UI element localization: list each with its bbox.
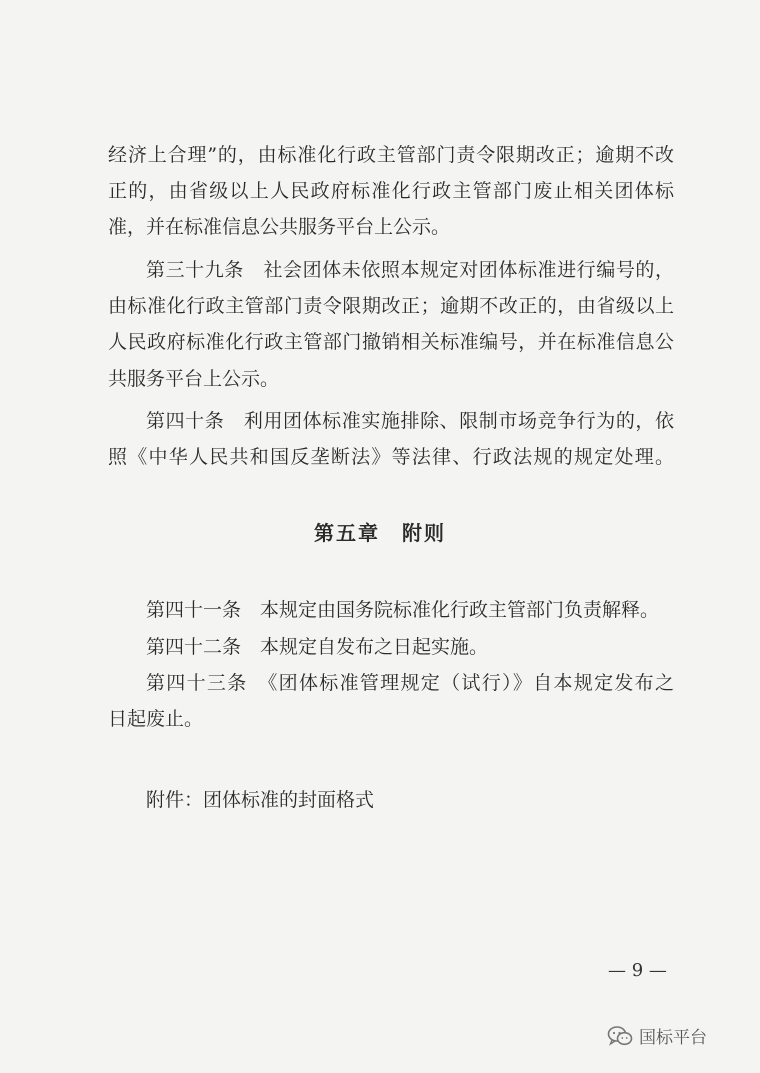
- wechat-icon: [607, 1025, 633, 1047]
- text-line: 由标准化行政主管部门责令限期改正；逾期不改正的，由省级以上: [108, 295, 674, 317]
- text-line: 共服务平台上公示。: [108, 368, 280, 390]
- text-line: 人民政府标准化行政主管部门撤销相关标准编号，并在标准信息公: [108, 331, 674, 353]
- text-line: 准，并在标准信息公共服务平台上公示。: [108, 216, 451, 238]
- text-line: 第四十三条 《团体标准管理规定（试行）》自本规定发布之: [146, 672, 674, 694]
- page-number: — 9 —: [608, 960, 667, 981]
- text-line: 第四十二条 本规定自发布之日起实施。: [146, 636, 489, 658]
- watermark: [607, 1023, 707, 1048]
- watermark-label: 国标平台: [639, 1028, 707, 1048]
- text-line: 第三十九条 社会团体未依照本规定对团体标准进行编号的，: [146, 259, 674, 281]
- attachment-note: 附件：团体标准的封面格式: [146, 789, 375, 811]
- text-line: 第四十一条 本规定由国务院标准化行政主管部门负责解释。: [146, 599, 660, 621]
- text-line: 日起废止。: [108, 708, 204, 730]
- text-line: 照《中华人民共和国反垄断法》等法律、行政法规的规定处理。: [108, 446, 674, 468]
- text-line: 正的，由省级以上人民政府标准化行政主管部门废止相关团体标: [108, 180, 674, 202]
- text-line: 第四十条 利用团体标准实施排除、限制市场竞争行为的，依: [146, 410, 674, 432]
- text-line: 经济上合理”的，由标准化行政主管部门责令限期改正；逾期不改: [108, 144, 674, 166]
- chapter-title: 第五章 附则: [314, 521, 446, 545]
